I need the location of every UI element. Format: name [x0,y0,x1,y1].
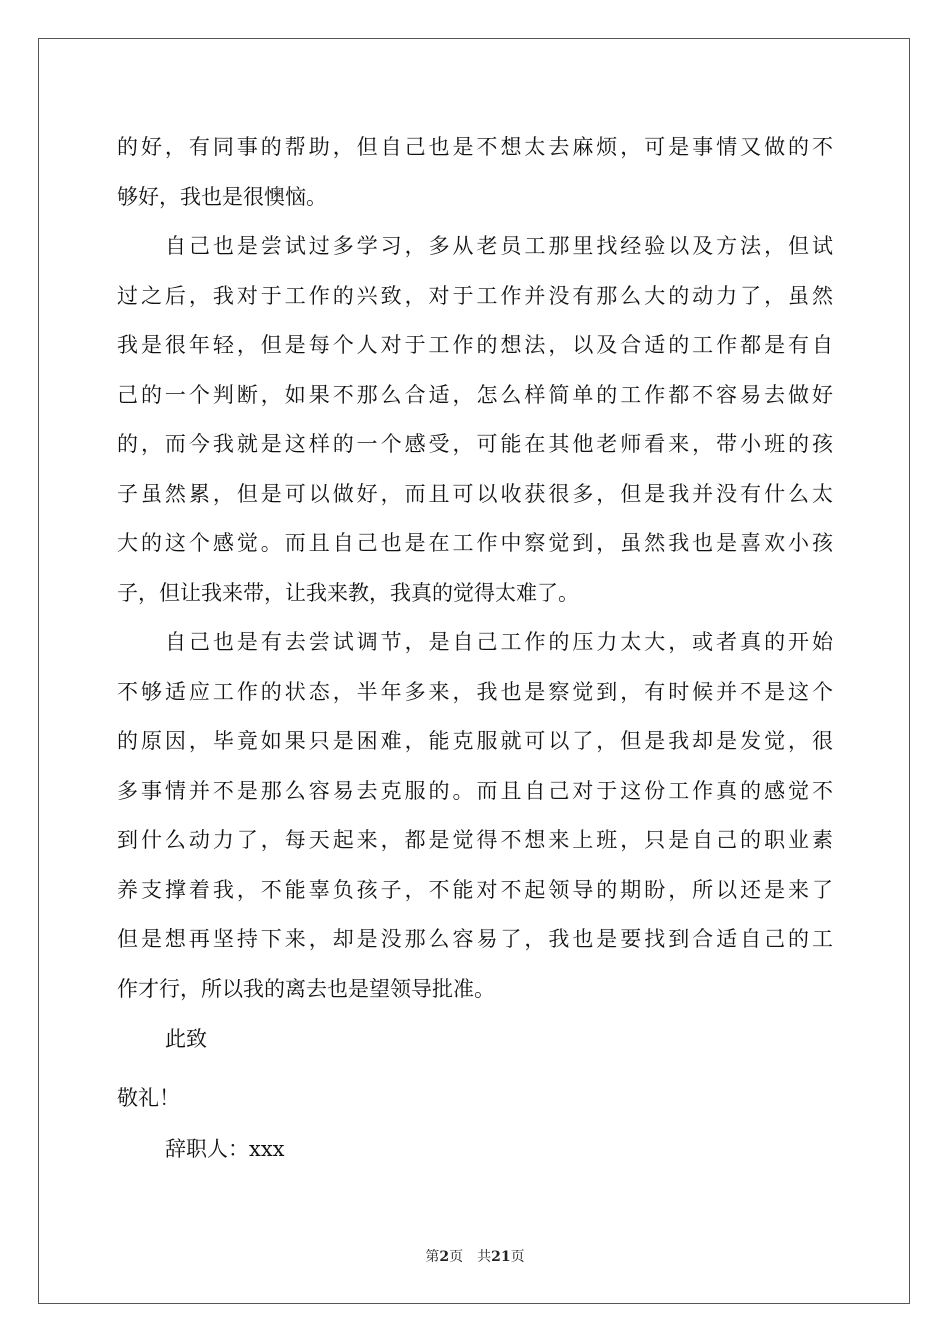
body-line: 我是很年轻，但是每个人对于工作的想法，以及合适的工作都是有自 [117,333,833,357]
letter-body [117,123,833,1014]
page-footer [0,1246,950,1266]
body-line: 子虽然累，但是可以做好，而且可以收获很多，但是我并没有什么太 [117,481,833,506]
body-line: 养支撑着我，不能辜负孩子，不能对不起领导的期盼，所以还是来了 [117,877,833,902]
footer-page-total: 21 [491,1249,511,1265]
body-line: 够好，我也是很懊恼。 [117,184,327,209]
body-line: 的好，有同事的帮助，但自己也是不想太去麻烦，可是事情又做的不 [117,135,833,159]
body-line: 多事情并不是那么容易去克服的。而且自己对于这份工作真的感觉不 [117,778,833,803]
body-line: 作才行，所以我的离去也是望领导批准。 [117,976,495,1001]
body-line: 自己也是有去尝试调节，是自己工作的压力太大，或者真的开始 [165,630,833,654]
body-line: 自己也是尝试过多学习，多从老员工那里找经验以及方法，但试 [165,234,833,258]
closing-salute [117,1082,833,1112]
body-line: 过之后，我对于工作的兴致，对于工作并没有那么大的动力了，虽然 [117,283,833,308]
body-line: 的，而今我就是这样的一个感受，可能在其他老师看来，带小班的孩 [117,432,833,456]
signature-text: 辞职人：xxx [165,1137,285,1161]
body-line: 但是想再坚持下来，却是没那么容易了，我也是要找到合适自己的工 [117,927,833,951]
footer-page-current: 2 [439,1249,450,1265]
closing-salute-text: 敬礼！ [117,1086,180,1110]
signature [117,1133,833,1163]
body-line: 到什么动力了，每天起来，都是觉得不想来上班，只是自己的职业素 [117,828,833,852]
body-line: 不够适应工作的状态，半年多来，我也是察觉到，有时候并不是这个 [117,679,833,704]
body-line: 己的一个判断，如果不那么合适，怎么样简单的工作都不容易去做好 [117,382,833,407]
footer-suffix: 页 [510,1249,525,1265]
body-line: 的原因，毕竟如果只是困难，能克服就可以了，但是我却是发觉，很 [117,729,833,753]
footer-prefix: 第 [425,1249,440,1265]
footer-mid: 页 共 [449,1249,492,1265]
closing-greeting-text: 此致 [165,1027,207,1051]
body-line: 子，但让我来带，让我来教，我真的觉得太难了。 [117,580,579,605]
closing-greeting [117,1023,833,1053]
body-line: 大的这个感觉。而且自己也是在工作中察觉到，虽然我也是喜欢小孩 [117,531,833,555]
